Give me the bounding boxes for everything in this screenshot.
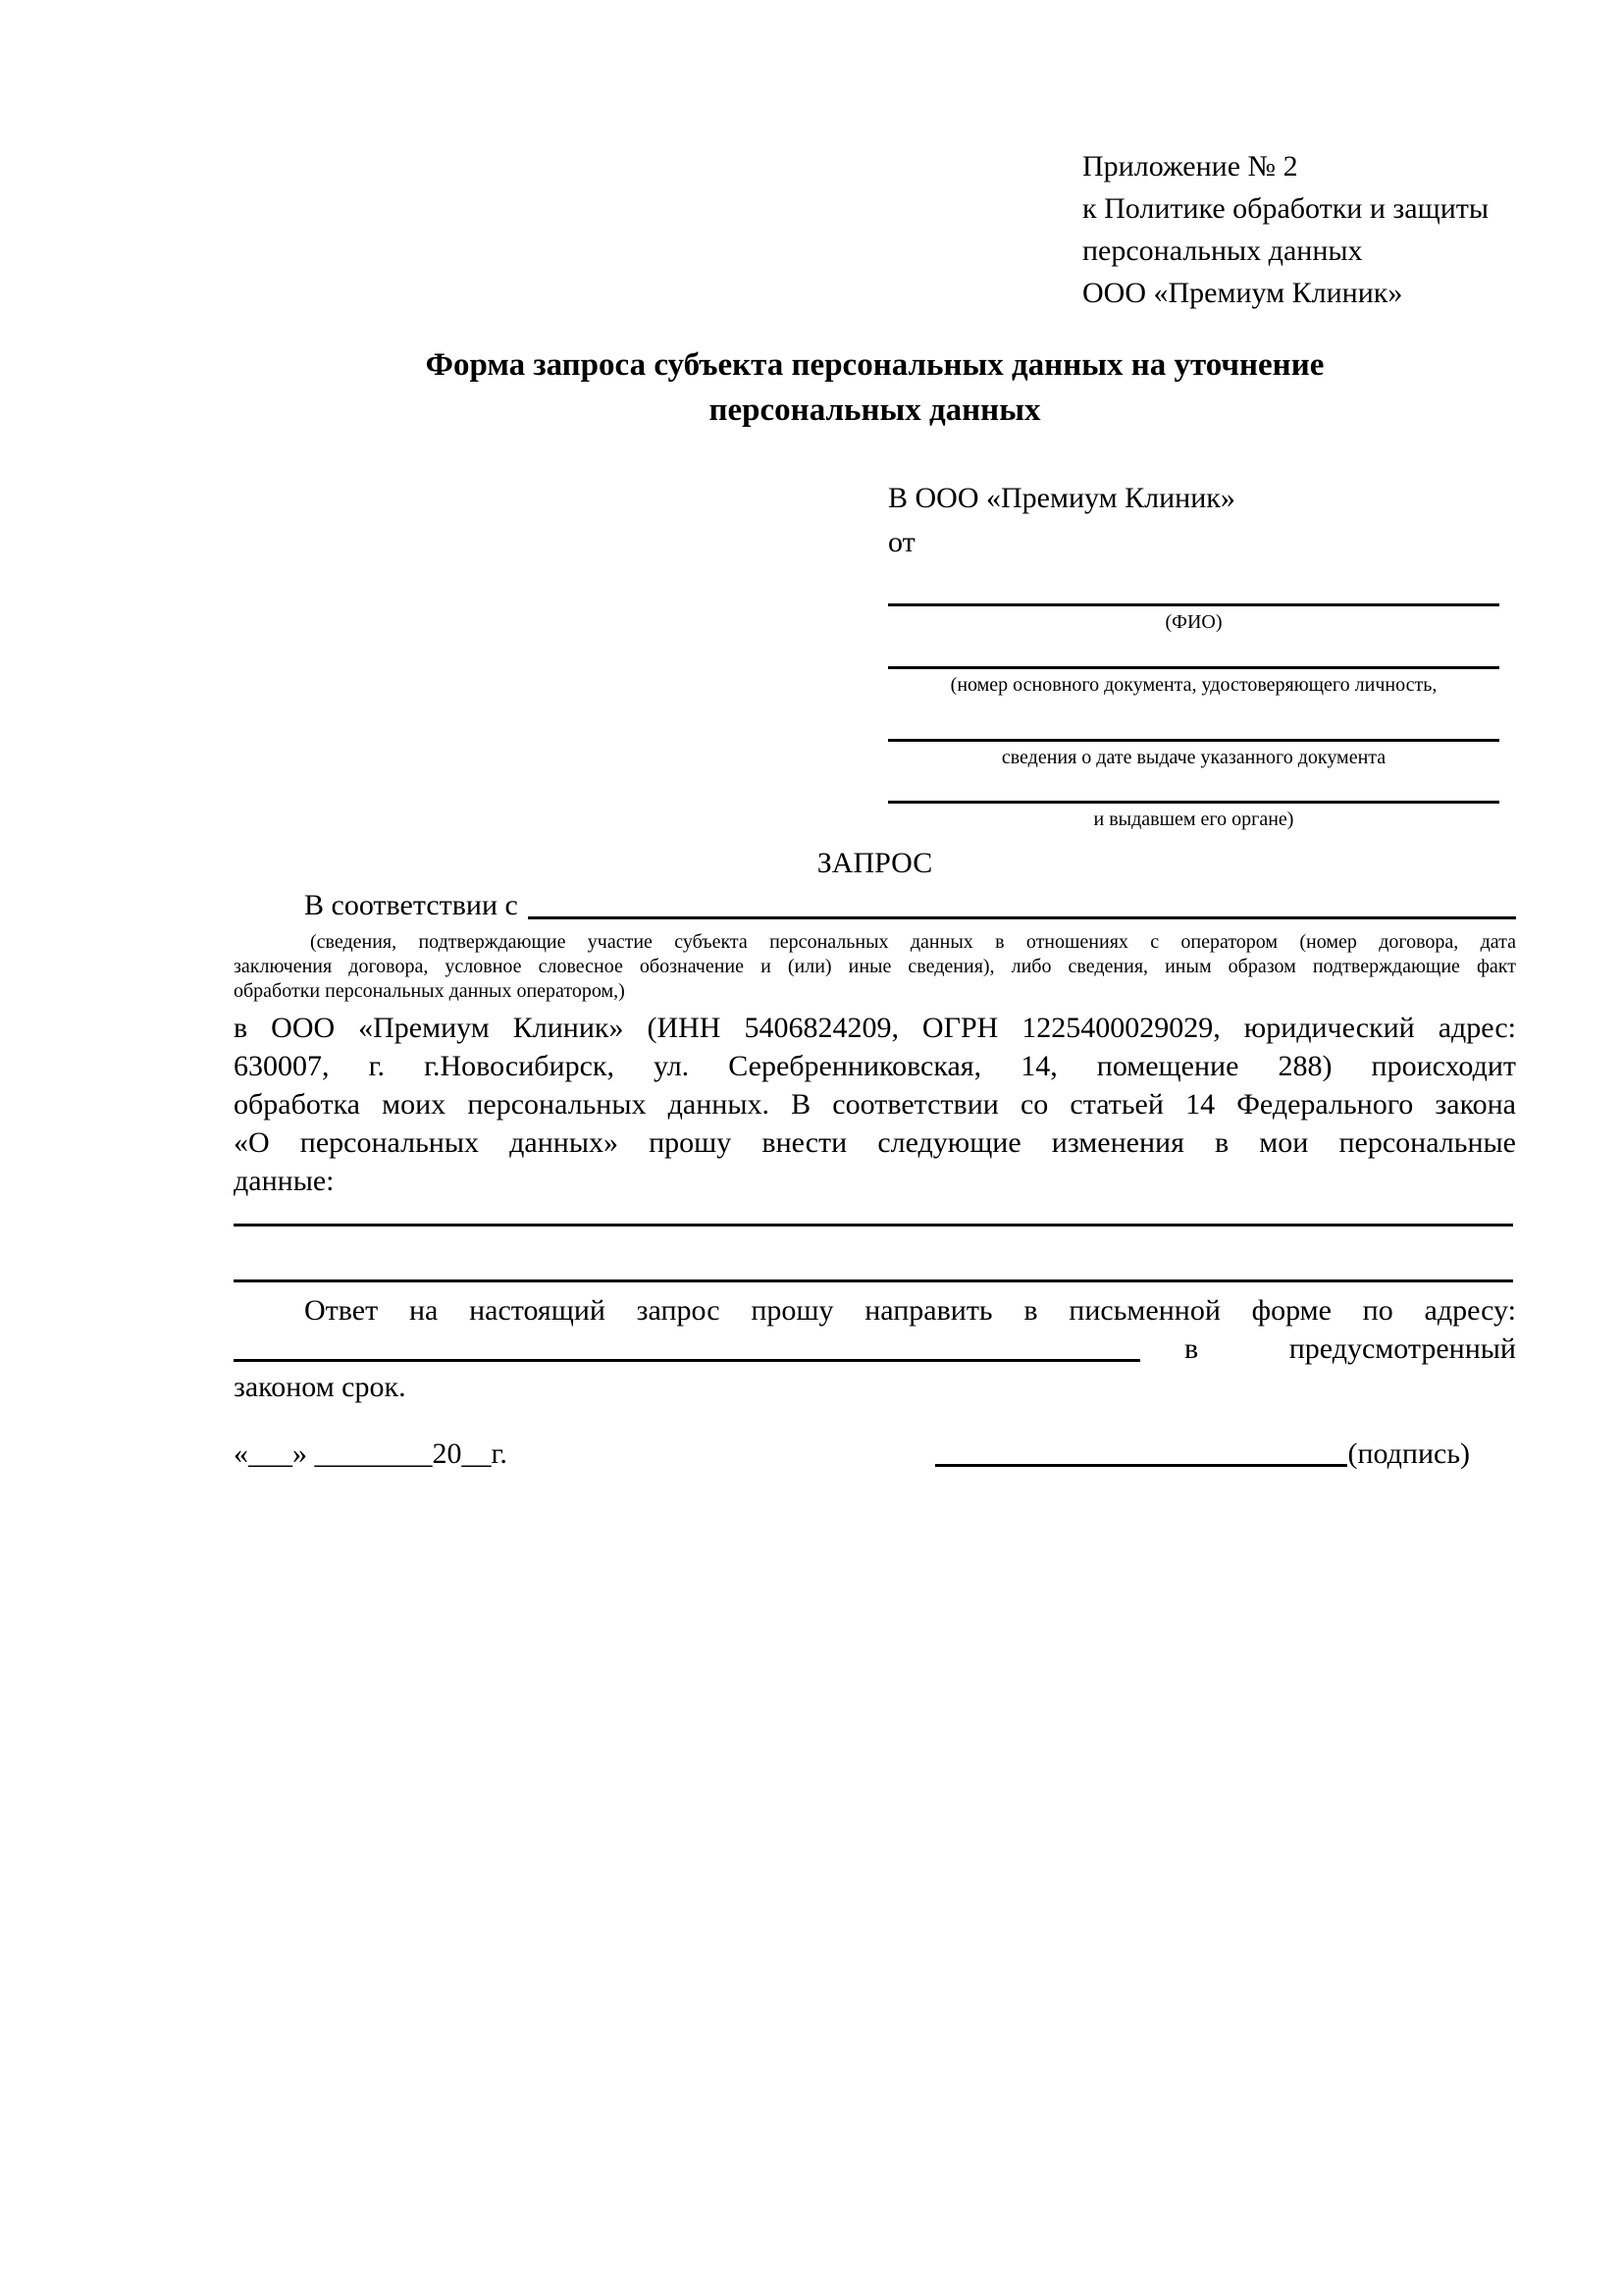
body-paragraph (234, 1009, 1516, 1200)
fio-fill-line (888, 603, 1499, 606)
addressee-block (888, 476, 1499, 832)
document-title: Форма запроса субъекта персональных данных на уточнение персональных данных (425, 347, 1325, 428)
footnote-line: (сведения, подтверждающие участие субъекта персональных данных в отношениях с оператором (номер договора, дата (310, 931, 1516, 953)
footnote-line: обработки персональных данных оператором,) (234, 980, 625, 1002)
footnote-line: заключения договора, условное словесное обозначение и (или) иные сведения), либо сведения, иным образом подтверждающие факт (234, 956, 1516, 977)
document-number-caption: (номер основного документа, удостоверяющего личность, (950, 674, 1438, 696)
reply-line: Ответ на настоящий запрос прошу направить в письменной форме по адресу: (304, 1294, 1516, 1327)
intro-row (234, 886, 1516, 925)
issue-date-fill-line (888, 739, 1499, 742)
date-signature-row (234, 1435, 1516, 1474)
body-line: в ООО «Премиум Клиник» (ИНН 5406824209, ОГРН 1225400029029, юридический адрес: (234, 1012, 1516, 1044)
issuing-authority-fill-line (888, 801, 1499, 804)
appendix-header (1082, 145, 1489, 314)
request-heading: ЗАПРОС (816, 847, 933, 879)
signature-caption: (подпись) (1347, 1437, 1470, 1470)
issue-date-caption: сведения о дате выдаче указанного документа (1001, 747, 1387, 768)
addressee-to: В ООО «Премиум Клиник» (888, 482, 1235, 514)
reply-word: в (1184, 1332, 1199, 1365)
reply-address-row (234, 1330, 1516, 1368)
appendix-header-line: персональных данных (1082, 235, 1363, 267)
issuing-authority-caption: и выдавшем его органе) (1093, 809, 1294, 830)
reply-tail: законом срок. (234, 1371, 406, 1403)
appendix-header-line: Приложение № 2 (1082, 150, 1298, 183)
signature-fill-line (935, 1464, 1347, 1467)
signature-group (935, 1435, 1470, 1474)
fio-caption: (ФИО) (1165, 611, 1223, 633)
changes-fill-line (234, 1279, 1513, 1282)
address-fill-line (234, 1330, 1140, 1362)
body-line: 630007, г. г.Новосибирск, ул. Серебренниковская, 14, помещение 288) происходит (234, 1050, 1516, 1082)
reply-word: предусмотренный (1288, 1332, 1516, 1365)
appendix-header-line: ООО «Премиум Клиник» (1082, 277, 1403, 309)
addressee-from-label: от (888, 526, 916, 558)
appendix-header-line: к Политике обработки и защиты (1082, 192, 1490, 225)
document-number-fill-line (888, 666, 1499, 669)
intro-prefix: В соответствии с (304, 889, 518, 921)
footnote (234, 930, 1516, 1004)
basis-fill-line (528, 886, 1516, 919)
body-line: «О персональных данных» прошу внести следующие изменения в мои персональные (234, 1126, 1516, 1159)
changes-fill-line (234, 1224, 1513, 1226)
date-fill-text: «___» ________20__г. (234, 1437, 507, 1470)
body-line: данные: (234, 1165, 335, 1197)
body-line: обработка моих персональных данных. В соответствии со статьей 14 Федерального закона (234, 1088, 1516, 1121)
